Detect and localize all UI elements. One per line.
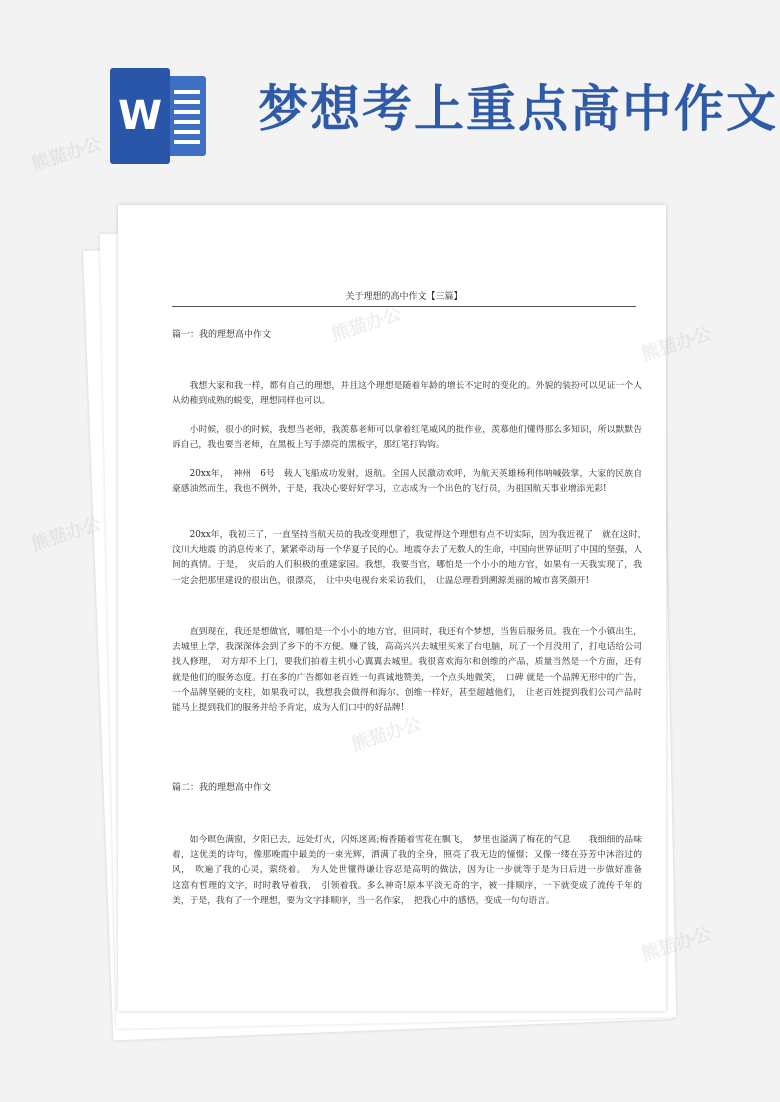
- page-title: 梦想考上重点高中作文: [258, 80, 778, 138]
- watermark: 熊猫办公: [28, 513, 104, 556]
- watermark: 熊猫办公: [328, 303, 404, 346]
- paragraph: 我想大家和我一样，都有自己的理想，并且这个理想是随着年龄的增长不定时的变化的。外貌的装扮可以见证一个人从幼稚到成熟的蜕变，理想同样也可以。: [172, 381, 642, 407]
- paragraph: 20xx年， 神州 6号 载人飞船成功发射，返航。全国人民激动欢呼，为航天英雄杨利伟呐喊鼓掌，大家的民族自豪感油然而生，我也不例外，于是，我决心要好好学习，立志成为一个出色的飞行员，为祖国航天事业增添光彩!: [172, 469, 642, 495]
- section-title-2: 篇二：我的理想高中作文: [172, 783, 272, 793]
- paragraph: 小时候，很小的时候，我想当老师，我羡慕老师可以拿着红笔威风的批作业，羡慕他们懂得那么多知识，所以默默告诉自己，我也要当老师，在黑板上写手漂亮的黑板字，那红笔打钩钩。: [172, 425, 642, 451]
- paragraph: 如今暝色满窗，夕阳已去，远处灯火，闪烁迷离;梅香随着雪花在飘飞， 梦里也溢满了梅花的气息 我细细的品味着，这优美的诗句，像那晚霞中最美的一束光辉，洒满了我的全身，照亮了我无边的憧憬；又像一缕在芬芳中沐浴过的风， 吹遍了我的心灵，萦绕着。 为人处世懂得谦让容忍是高明的做法，因为让一步就等于是为日后进一步做好准备 这富有哲理的文字，时时教导着我， 引领着我。多么神奇!原本平淡无奇的字，被一排顺序，一下就变成了流传千年的美，于是，我有了一个理想，要为文字排顺序，当一名作家， 把我心中的感悟，变成一句句语言。: [172, 835, 660, 906]
- watermark: 熊猫办公: [348, 713, 424, 756]
- word-logo-letter: W: [110, 68, 170, 164]
- word-logo-icon: [110, 68, 208, 164]
- watermark: 熊猫办公: [28, 133, 104, 176]
- section-title-1: 篇一：我的理想高中作文: [172, 330, 272, 340]
- paragraph: 20xx年，我初三了，一直坚持当航天员的我改变理想了，我觉得这个理想有点不切实际，因为我近视了 就在这时， 汶川大地震 的消息传来了，紧紧牵动每一个华夏子民的心。地震夺去了无数人的生命，中国向世界证明了中国的坚强，人间的真情。于是， 灾后的人们积极的重建家园。我想，我要当官，哪怕是一个小小的地方官，如果有一天我实现了，我一定会把那里建设的很出色，很漂亮， 让中央电视台来采访我们， 让温总理看到溯源美丽的城市喜笑颜开!: [172, 530, 651, 586]
- watermark: 熊猫办公: [638, 923, 714, 966]
- banner: [0, 0, 780, 190]
- paragraph: 直到现在，我还是想做官，哪怕是一个小小的地方官，但同时，我还有个梦想，当售后服务员。我在一个小镇出生，去城里上学，我深深体会到了乡下的不方便。赚了钱，高高兴兴去城里买来了台电脑，玩了一个月没用了，打电话给公司找人修理， 对方却不上门，要我们拍着主机小心翼翼去城里。我很喜欢海尔和创维的产品，质量当然是一个方面，还有就是他们的服务态度。打在多的广告都如老百姓一句真诚地赞美，一个点头地微笑， 口碑 就是一个品牌无形中的广告，一个品牌坚硬的支柱，如果我可以，我想我会做得和海尔、创维一样好，甚至超越他们， 让老百姓提到我们公司产品时能马上提到我们的服务并给予肯定，成为人们口中的好品牌!: [172, 627, 642, 714]
- document-heading: 关于理想的高中作文【三篇】: [172, 289, 636, 307]
- watermark: 熊猫办公: [638, 323, 714, 366]
